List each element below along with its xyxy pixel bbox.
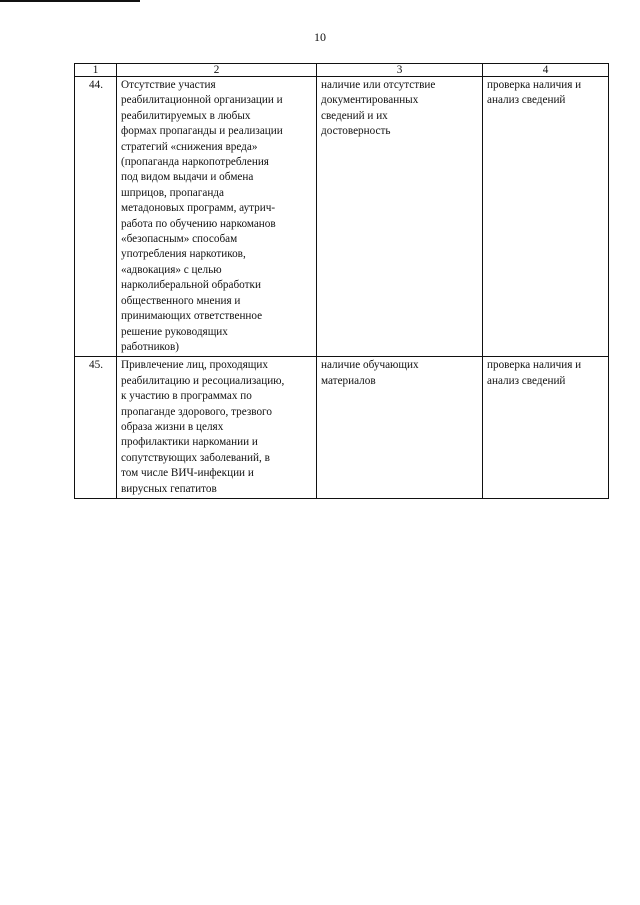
row-description: Привлечение лиц, проходящих реабилитацию и ресоциализацию, к участию в программах по пропаганде здорового, трезвого образа жизни в целях профилактики наркомании и сопутствующих заболеваний, в том числе ВИЧ-инфекции и вирусных гепатитов bbox=[117, 357, 317, 499]
page-number: 10 bbox=[314, 30, 326, 44]
row-criterion: наличие или отсутствие документированных сведений и их достоверность bbox=[317, 77, 483, 357]
table-row bbox=[75, 77, 609, 357]
criteria-table bbox=[74, 63, 609, 499]
column-header-2: 2 bbox=[117, 64, 317, 77]
column-header-1: 1 bbox=[75, 64, 117, 77]
row-description: Отсутствие участия реабилитационной организации и реабилитируемых в любых формах пропаганды и реализации стратегий «снижения вреда» (пропаганда наркопотребления под видом выдачи и обмена шприцов, пропаганда метадоновых программ, аутрич- работа по обучению наркоманов «безопасным» способам употребления наркотиков, «адвокация» с целью нарколиберальной обработки общественного мнения и принимающих ответственное решение руководящих работников) bbox=[117, 77, 317, 357]
corner-rule bbox=[0, 0, 140, 2]
row-method: проверка наличия и анализ сведений bbox=[483, 357, 609, 499]
row-number: 44. bbox=[75, 77, 117, 357]
table-header-row bbox=[75, 64, 609, 77]
table-row bbox=[75, 357, 609, 499]
column-header-3: 3 bbox=[317, 64, 483, 77]
row-number: 45. bbox=[75, 357, 117, 499]
row-criterion: наличие обучающих материалов bbox=[317, 357, 483, 499]
row-method: проверка наличия и анализ сведений bbox=[483, 77, 609, 357]
column-header-4: 4 bbox=[483, 64, 609, 77]
